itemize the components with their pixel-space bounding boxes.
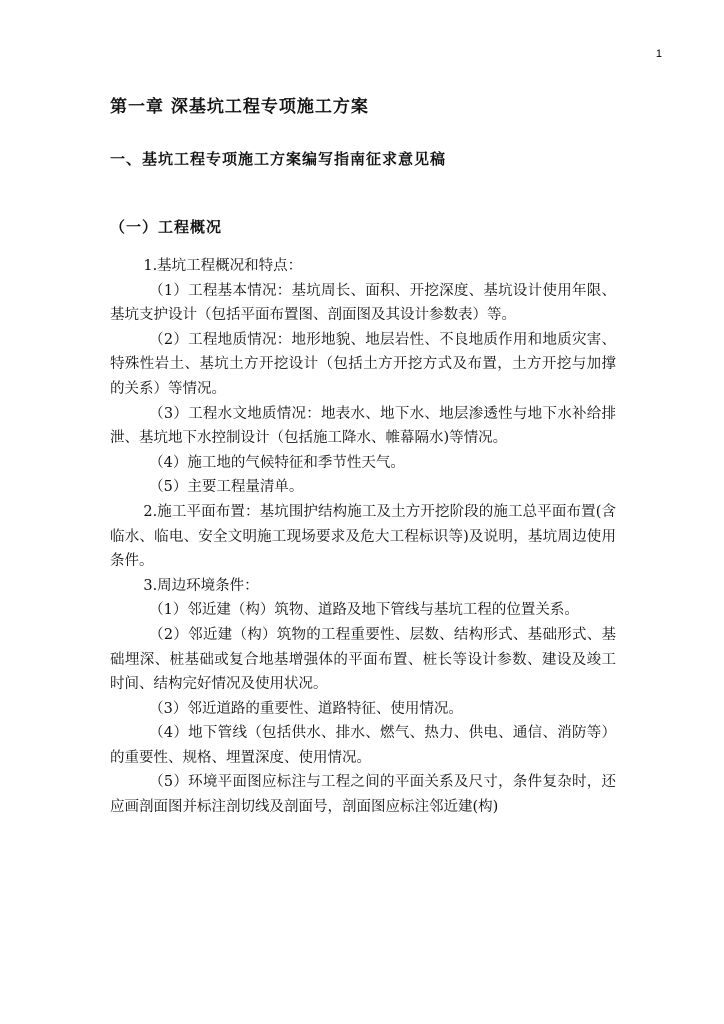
section-title: 一、基坑工程专项施工方案编写指南征求意见稿 — [110, 150, 447, 168]
paragraph: 1.基坑工程概况和特点： — [143, 258, 303, 274]
body-text — [110, 254, 616, 820]
paragraph: （2）邻近建（构）筑物的工程重要性、层数、结构形式、基础形式、基础埋深、桩基础或复合地基增强体的平面布置、桩长等设计参数、建设及竣工时间、结构完好情况及使用状况。 — [110, 626, 616, 693]
paragraph: （1）工程基本情况：基坑周长、面积、开挖深度、基坑设计使用年限、基坑支护设计（包括平面布置图、剖面图及其设计参数表）等。 — [110, 282, 616, 324]
paragraph: （1）邻近建（构）筑物、道路及地下管线与基坑工程的位置关系。 — [149, 602, 579, 619]
paragraph: （4）施工地的气候特征和季节性天气。 — [149, 454, 405, 471]
paragraph: （3）邻近道路的重要性、道路特征、使用情况。 — [149, 700, 463, 717]
paragraph: （5）环境平面图应标注与工程之间的平面关系及尺寸，条件复杂时，还应画剖面图并标注剖切线及剖面号，剖面图应标注邻近建(构) — [110, 774, 616, 816]
subsection-title: （一）工程概况 — [110, 218, 223, 236]
chapter-title: 第一章 深基坑工程专项施工方案 — [110, 97, 369, 117]
paragraph: 2.施工平面布置：基坑围护结构施工及土方开挖阶段的施工总平面布置(含临水、临电、安全文明施工现场要求及危大工程标识等)及说明，基坑周边使用条件。 — [110, 503, 616, 570]
page-number: 1 — [655, 48, 662, 60]
paragraph: （5）主要工程量清单。 — [149, 479, 304, 496]
paragraph: （3）工程水文地质情况：地表水、地下水、地层渗透性与地下水补给排泄、基坑地下水控制设计（包括施工降水、帷幕隔水)等情况。 — [110, 405, 616, 447]
paragraph: 3.周边环境条件： — [143, 577, 259, 594]
paragraph: （4）地下管线（包括供水、排水、燃气、热力、供电、通信、消防等）的重要性、规格、埋置深度、使用情况。 — [110, 725, 616, 766]
paragraph: （2）工程地质情况：地形地貌、地层岩性、不良地质作用和地质灾害、特殊性岩土、基坑土方开挖设计（包括土方开挖方式及布置，土方开挖与加撑的关系）等情况。 — [110, 331, 616, 397]
